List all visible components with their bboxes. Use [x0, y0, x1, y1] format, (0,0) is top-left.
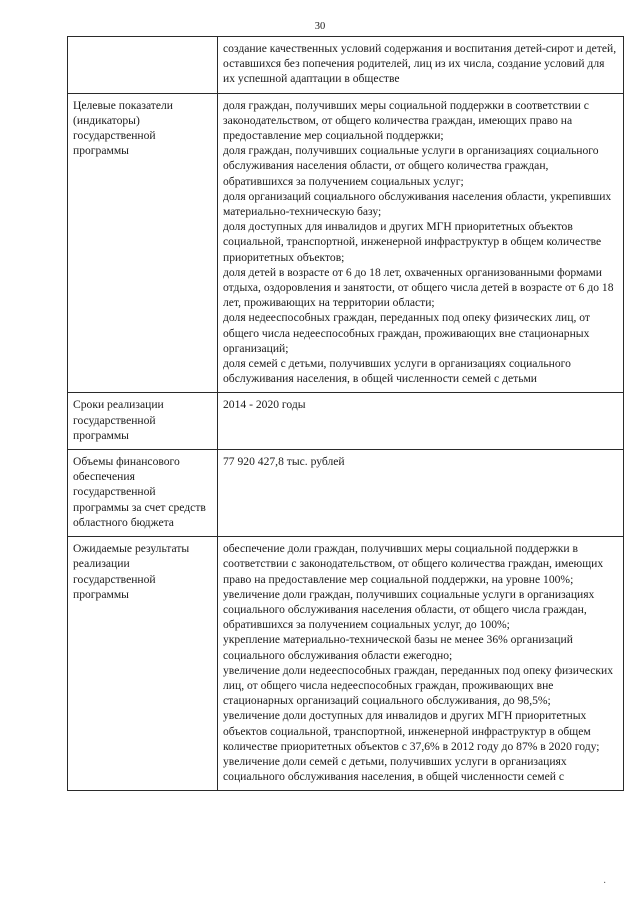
row-value	[218, 93, 624, 393]
value-item: доля недееспособных граждан, переданных под опеку физических лиц, от общего числа недееспособных граждан, проживающих вне стационарных организаций;	[223, 311, 590, 355]
program-passport-table	[67, 36, 624, 791]
value-item: доля граждан, получивших меры социальной поддержки в соответствии с законодательством, от общего количества граждан, имеющих право на предоставление мер социальной поддержки;	[223, 98, 589, 143]
value-item: создание качественных условий содержания и воспитания детей-сирот и детей, оставшихся без попечения родителей, лиц из их числа, создание условий для их успешной адаптации в обществе	[223, 42, 617, 86]
row-label	[68, 37, 218, 94]
value-item: увеличение доли граждан, получивших социальные услуги в организациях социального обслуживания населения области, от общего числа граждан, обратившихся за получением социальных услуг, до 100%;	[223, 587, 595, 632]
row-value	[218, 450, 624, 537]
row-label: Ожидаемые результаты реализации государственной программы	[68, 537, 218, 791]
row-value	[218, 537, 624, 791]
value-item: увеличение доли семей с детьми, получивших услуги в организациях социального обслуживания населения, в общей численности семей с	[223, 754, 567, 784]
value-item: укрепление материально-технической базы не менее 36% организаций социального обслуживания области ежегодно;	[223, 633, 573, 662]
table-body	[68, 37, 624, 791]
value-item: увеличение доли доступных для инвалидов и других МГН приоритетных объектов социальной, транспортной, инженерной инфраструктур в общем количестве приоритетных объектов с 37,6% в 2012 году до 87% в 2020 году;	[223, 709, 600, 753]
row-label: Сроки реализации государственной программы	[68, 393, 218, 450]
row-label: Целевые показатели (индикаторы) государственной программы	[68, 93, 218, 393]
table-row	[68, 393, 624, 450]
value-item: доля доступных для инвалидов и других МГН приоритетных объектов социальной, транспортной, инженерной инфраструктур в общем количестве приоритетных объектов;	[223, 220, 602, 264]
value-item: доля организаций социального обслуживания населения области, укрепивших материально-техническую базу;	[223, 189, 612, 219]
row-value	[218, 37, 624, 94]
table-row	[68, 93, 624, 393]
value-item: доля семей с детьми, получивших услуги в организациях социального обслуживания населения, в общей численности семей с детьми	[223, 357, 571, 386]
value-item: увеличение доли недееспособных граждан, переданных под опеку физических лиц, от общего числа недееспособных граждан, проживающих вне стационарных организаций социального обслуживания, до 98,5%;	[223, 663, 613, 708]
page-number: 30	[314, 21, 326, 32]
value-item: обеспечение доли граждан, получивших меры социальной поддержки в соответствии с законодательством, от общего количества граждан, имеющих право на предоставление мер социальной поддержки, на уровне 100%;	[223, 542, 604, 586]
table-row	[68, 37, 624, 94]
value-item: доля граждан, получивших социальные услуги в организациях социального обслуживания населения области, от общего количества граждан, обратившихся за получением социальных услуг;	[223, 144, 599, 188]
row-value	[218, 393, 624, 450]
margin-mark: ·	[603, 878, 607, 889]
table-row	[68, 537, 624, 791]
row-label: Объемы финансового обеспечения государственной программы за счет средств областного бюджета	[68, 450, 218, 537]
value-item: доля детей в возрасте от 6 до 18 лет, охваченных организованными формами отдыха, оздоровления и занятости, от общего числа детей в возрасте от 6 до 18 лет, проживающих на территории области;	[223, 265, 614, 310]
value-item: 77 920 427,8 тыс. рублей	[223, 455, 345, 469]
table-row	[68, 450, 624, 537]
value-item: 2014 - 2020 годы	[223, 398, 306, 412]
